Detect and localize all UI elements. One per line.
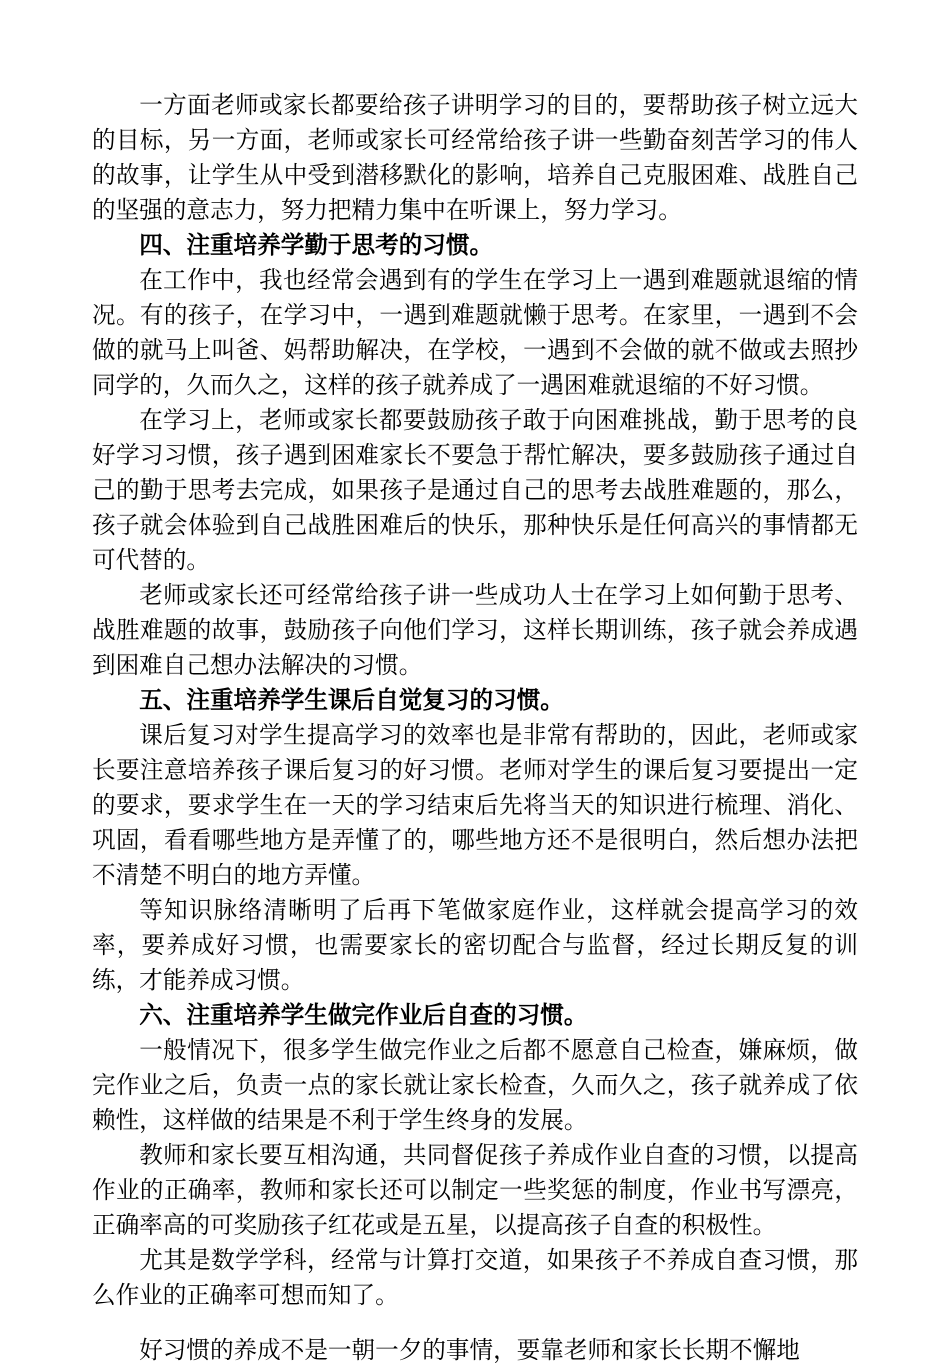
paragraph-encourage-thinking: 在学习上，老师或家长都要鼓励孩子敢于向困难挑战，勤于思考的良好学习习惯，孩子遇到困难家长不要急于帮忙解决，要多鼓励孩子通过自己的勤于思考去完成，如果孩子是通过自己的思考去战胜难题的，那么，孩子就会体验到自己战胜困难后的快乐，那种快乐是任何高兴的事情都无可代替的。 (92, 406, 858, 574)
paragraph-gap (92, 1313, 858, 1333)
heading-section-5: 五、注重培养学生课后自觉复习的习惯。 (139, 686, 564, 714)
paragraph-study-goal: 一方面老师或家长都要给孩子讲明学习的目的，要帮助孩子树立远大的目标，另一方面，老师或家长可经常给孩子讲一些勤奋刻苦学习的伟人的故事，让学生从中受到潜移默化的影响，培养自己克服困难、战胜自己的坚强的意志力，努力把精力集中在听课上，努力学习。 (92, 91, 858, 224)
heading-section-4: 四、注重培养学勤于思考的习惯。 (139, 231, 494, 259)
paragraph-success-stories: 老师或家长还可经常给孩子讲一些成功人士在学习上如何勤于思考、战胜难题的故事，鼓励孩子向他们学习，这样长期训练，孩子就会养成遇到困难自己想办法解决的习惯。 (92, 581, 858, 679)
paragraph-good-habits-closing: 好习惯的养成不是一朝一夕的事情，要靠老师和家长长期不懈地 (139, 1336, 800, 1364)
paragraph-retreat-situation: 在工作中，我也经常会遇到有的学生在学习上一遇到难题就退缩的情况。有的孩子，在学习中，一遇到难题就懒于思考。在家里，一遇到不会做的就马上叫爸、妈帮助解决，在学校，一遇到不会做的就不做或去照抄同学的，久而久之，这样的孩子就养成了一遇困难就退缩的不好习惯。 (92, 266, 858, 399)
document-page (92, 88, 858, 1368)
paragraph-review-importance: 课后复习对学生提高学习的效率也是非常有帮助的，因此，老师或家长要注意培养孩子课后复习的好习惯。老师对学生的课后复习要提出一定的要求，要求学生在一天的学习结束后先将当天的知识进行梳理、消化、巩固，看看哪些地方是弄懂了的，哪些地方还不是很明白，然后想办法把不清楚不明白的地方弄懂。 (92, 721, 858, 889)
paragraph-teacher-parent-cooperation: 教师和家长要互相沟通，共同督促孩子养成作业自查的习惯，以提高作业的正确率，教师和家长还可以制定一些奖惩的制度，作业书写漂亮，正确率高的可奖励孩子红花或是五星，以提高孩子自查的积极性。 (92, 1141, 858, 1239)
heading-section-6: 六、注重培养学生做完作业后自查的习惯。 (139, 1001, 588, 1029)
paragraph-self-check-reluctance: 一般情况下，很多学生做完作业之后都不愿意自己检查，嫌麻烦，做完作业之后，负责一点的家长就让家长检查，久而久之，孩子就养成了依赖性，这样做的结果是不利于学生终身的发展。 (92, 1036, 858, 1134)
paragraph-homework-after-review: 等知识脉络清晰明了后再下笔做家庭作业，这样就会提高学习的效率，要养成好习惯，也需要家长的密切配合与监督，经过长期反复的训练，才能养成习惯。 (92, 896, 858, 994)
paragraph-math-subject: 尤其是数学学科，经常与计算打交道，如果孩子不养成自查习惯，那么作业的正确率可想而知了。 (92, 1246, 858, 1309)
